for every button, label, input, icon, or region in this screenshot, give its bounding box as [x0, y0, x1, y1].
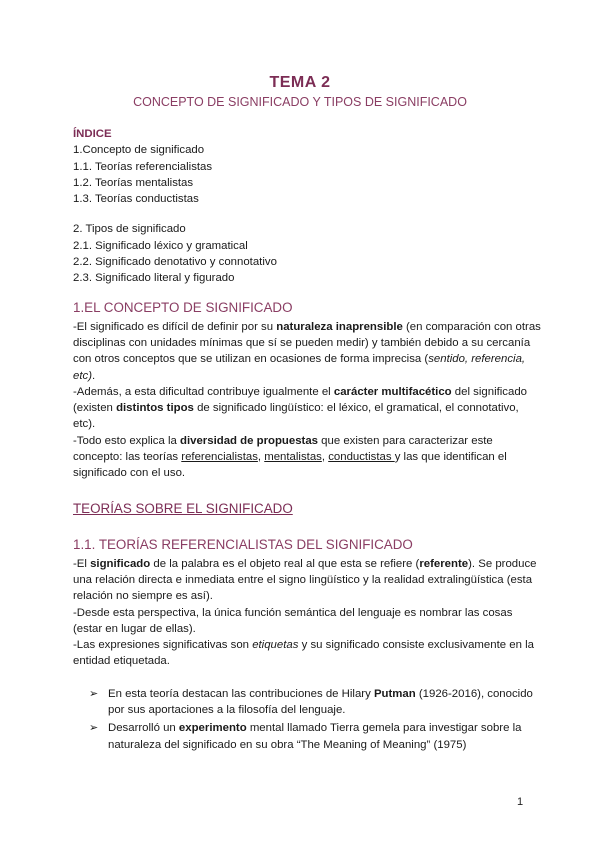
bullet-item: ➢ En esta teoría destacan las contribuciones de Hilary Putman (1926-2016), conocido por sus aportaciones a la filosofía del lenguaje.: [89, 687, 533, 717]
index-section: [73, 126, 543, 287]
document-body: [73, 126, 543, 755]
index-group-1: [73, 142, 543, 207]
index-item: 1.2. Teorías mentalistas: [73, 176, 194, 189]
index-item: 1.1. Teorías referencialistas: [73, 160, 213, 173]
section-1-heading: 1.EL CONCEPTO DE SIGNIFICADO: [73, 299, 293, 315]
arrow-bullet-icon: ➢: [89, 687, 99, 700]
section-1-paragraph-1: -El significado es difícil de definir por su naturaleza inaprensible (en comparación con otras disciplinas con unidades mínimas que sí se pueden medir) y también debido a su cercanía con otros conceptos que se utilizan en ocasiones de forma imprecisa (sentido, referencia, etc).: [73, 320, 541, 382]
theories-heading: TEORÍAS SOBRE EL SIGNIFICADO: [73, 500, 293, 516]
section-1-1-paragraph-3: -Las expresiones significativas son etiquetas y su significado consiste exclusivamente en la entidad etiquetada.: [73, 639, 534, 668]
bullet-list: [73, 686, 543, 753]
index-item: 2.1. Significado léxico y gramatical: [73, 239, 248, 252]
section-1-1-paragraph-2: -Desde esta perspectiva, la única función semántica del lenguaje es nombrar las cosas (estar en lugar de ellas).: [73, 606, 513, 635]
arrow-bullet-icon: ➢: [89, 722, 99, 735]
section-1-1-heading: 1.1. TEORÍAS REFERENCIALISTAS DEL SIGNIFICADO: [73, 536, 413, 552]
section-1-1-paragraph-1: -El significado de la palabra es el objeto real al que esta se refiere (referente). Se produce una relación directa e inmediata entre el signo lingüístico y la realidad extralingüística (esta relación no siempre es así).: [73, 557, 537, 603]
index-item: 1.Concepto de significado: [73, 144, 205, 157]
document-title: TEMA 2: [269, 74, 331, 91]
document-subtitle: CONCEPTO DE SIGNIFICADO Y TIPOS DE SIGNIFICADO: [133, 95, 467, 109]
page-number: 1: [517, 796, 524, 808]
index-item: 2.3. Significado literal y figurado: [73, 272, 235, 285]
index-group-2: [73, 221, 543, 286]
index-item: 1.3. Teorías conductistas: [73, 193, 199, 206]
index-item: 2.2. Significado denotativo y connotativo: [73, 256, 277, 269]
section-1-paragraph-2: -Además, a esta dificultad contribuye igualmente el carácter multifacético del significado (existen distintos tipos de significado lingüístico: el léxico, el gramatical, el connotativo, etc).: [73, 385, 527, 431]
section-1-paragraph-3: -Todo esto explica la diversidad de propuestas que existen para caracterizar este concepto: las teorías referencialistas, mentalistas, conductistas y las que identifican el significado con el uso.: [73, 434, 507, 480]
index-item: 2. Tipos de significado: [73, 223, 186, 236]
index-heading: ÍNDICE: [73, 128, 112, 140]
bullet-item: ➢ Desarrolló un experimento mental llamado Tierra gemela para investigar sobre la naturaleza del significado en su obra “The Meaning of Meaning” (1975): [89, 722, 522, 751]
